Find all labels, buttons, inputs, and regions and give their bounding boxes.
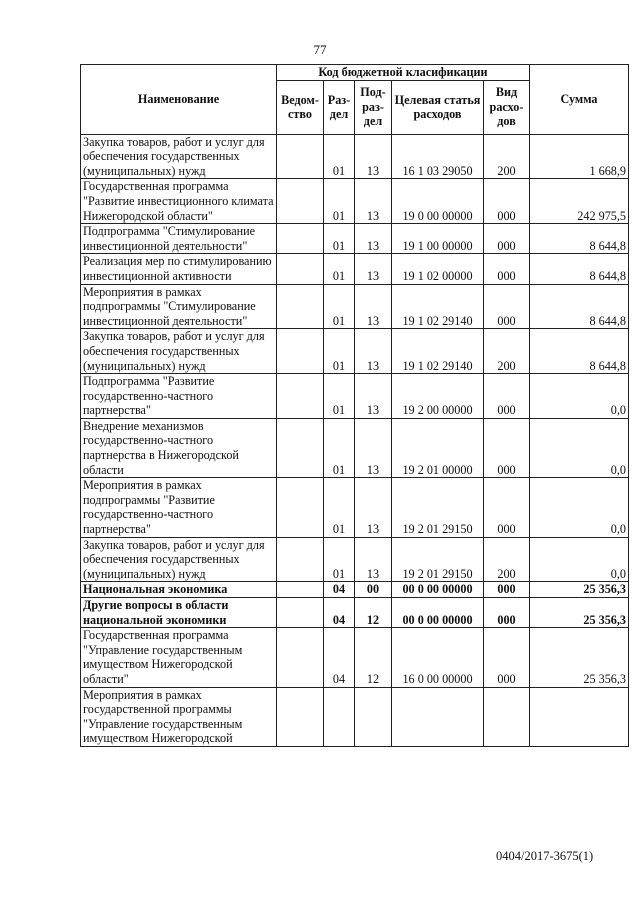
cell-celevaya: 00 0 00 00000 — [392, 598, 484, 628]
table-row — [81, 329, 629, 374]
cell-razdel: 01 — [324, 329, 355, 374]
cell-razdel: 01 — [324, 224, 355, 254]
cell-vedomstvo — [277, 134, 324, 179]
table-row — [81, 284, 629, 329]
cell-vedomstvo — [277, 418, 324, 477]
cell-celevaya: 19 2 01 29150 — [392, 537, 484, 582]
cell-vedomstvo — [277, 478, 324, 537]
cell-podrazdel: 00 — [355, 582, 392, 598]
cell-razdel: 04 — [324, 598, 355, 628]
cell-summa — [530, 687, 629, 746]
cell-summa: 25 356,3 — [530, 582, 629, 598]
cell-razdel: 01 — [324, 179, 355, 224]
cell-name: Внедрение механизмов государственно-частного партнерства в Нижегородской области — [81, 418, 277, 477]
table-row — [81, 537, 629, 582]
cell-razdel: 01 — [324, 478, 355, 537]
cell-celevaya: 19 2 00 00000 — [392, 374, 484, 419]
cell-summa: 25 356,3 — [530, 598, 629, 628]
cell-vedomstvo — [277, 628, 324, 687]
header-podrazdel: Под-раз-дел — [355, 80, 392, 134]
cell-razdel: 04 — [324, 582, 355, 598]
cell-name: Мероприятия в рамках подпрограммы "Развитие государственно-частного партнерства" — [81, 478, 277, 537]
cell-summa: 0,0 — [530, 478, 629, 537]
cell-celevaya: 16 1 03 29050 — [392, 134, 484, 179]
table-header — [81, 65, 629, 135]
cell-vid: 200 — [484, 537, 530, 582]
cell-summa: 25 356,3 — [530, 628, 629, 687]
cell-summa: 8 644,8 — [530, 329, 629, 374]
cell-name: Закупка товаров, работ и услуг для обеспечения государственных (муниципальных) нужд — [81, 329, 277, 374]
cell-razdel: 04 — [324, 628, 355, 687]
cell-summa: 242 975,5 — [530, 179, 629, 224]
cell-podrazdel: 13 — [355, 374, 392, 419]
cell-razdel: 01 — [324, 418, 355, 477]
cell-vid: 000 — [484, 478, 530, 537]
cell-vedomstvo — [277, 687, 324, 746]
cell-razdel: 01 — [324, 537, 355, 582]
cell-name: Национальная экономика — [81, 582, 277, 598]
cell-vid: 000 — [484, 254, 530, 284]
cell-summa: 1 668,9 — [530, 134, 629, 179]
cell-vedomstvo — [277, 224, 324, 254]
cell-razdel — [324, 687, 355, 746]
cell-summa: 8 644,8 — [530, 254, 629, 284]
cell-podrazdel: 13 — [355, 179, 392, 224]
header-summa: Сумма — [530, 65, 629, 135]
cell-podrazdel — [355, 687, 392, 746]
header-celevaya: Целевая статья расходов — [392, 80, 484, 134]
cell-vedomstvo — [277, 537, 324, 582]
cell-name: Подпрограмма "Стимулирование инвестиционной деятельности" — [81, 224, 277, 254]
cell-vedomstvo — [277, 254, 324, 284]
cell-name: Закупка товаров, работ и услуг для обеспечения государственных (муниципальных) нужд — [81, 537, 277, 582]
cell-vedomstvo — [277, 284, 324, 329]
cell-razdel: 01 — [324, 254, 355, 284]
cell-vedomstvo — [277, 598, 324, 628]
cell-summa: 8 644,8 — [530, 224, 629, 254]
cell-podrazdel: 13 — [355, 254, 392, 284]
cell-podrazdel: 13 — [355, 329, 392, 374]
table-row — [81, 224, 629, 254]
cell-celevaya: 19 1 02 29140 — [392, 284, 484, 329]
cell-name: Реализация мер по стимулированию инвестиционной активности — [81, 254, 277, 284]
header-classification-group: Код бюджетной класификации — [277, 65, 530, 81]
cell-podrazdel: 13 — [355, 284, 392, 329]
cell-podrazdel: 13 — [355, 224, 392, 254]
cell-podrazdel: 13 — [355, 418, 392, 477]
table-row — [81, 687, 629, 746]
cell-name: Другие вопросы в области национальной экономики — [81, 598, 277, 628]
table-row — [81, 134, 629, 179]
page-number: 77 — [313, 42, 327, 57]
cell-vid: 200 — [484, 134, 530, 179]
cell-razdel: 01 — [324, 374, 355, 419]
header-razdel: Раз-дел — [324, 80, 355, 134]
cell-vid: 000 — [484, 598, 530, 628]
cell-name: Государственная программа "Развитие инвестиционного климата Нижегородской области" — [81, 179, 277, 224]
header-name: Наименование — [81, 65, 277, 135]
cell-celevaya: 00 0 00 00000 — [392, 582, 484, 598]
header-vid: Вид расхо-дов — [484, 80, 530, 134]
cell-podrazdel: 13 — [355, 134, 392, 179]
cell-razdel: 01 — [324, 284, 355, 329]
cell-vid: 000 — [484, 374, 530, 419]
cell-razdel: 01 — [324, 134, 355, 179]
table-row — [81, 418, 629, 477]
table-row — [81, 628, 629, 687]
cell-vedomstvo — [277, 329, 324, 374]
cell-summa: 8 644,8 — [530, 284, 629, 329]
cell-name: Мероприятия в рамках подпрограммы "Стимулирование инвестиционной деятельности" — [81, 284, 277, 329]
cell-name: Мероприятия в рамках государственной программы "Управление государственным имуществом Нижегородской — [81, 687, 277, 746]
cell-name: Государственная программа "Управление государственным имуществом Нижегородской области" — [81, 628, 277, 687]
budget-table — [80, 64, 629, 747]
cell-celevaya: 19 0 00 00000 — [392, 179, 484, 224]
table-row — [81, 478, 629, 537]
cell-vid: 000 — [484, 179, 530, 224]
cell-summa: 0,0 — [530, 537, 629, 582]
cell-podrazdel: 12 — [355, 628, 392, 687]
cell-celevaya: 19 1 00 00000 — [392, 224, 484, 254]
cell-celevaya: 16 0 00 00000 — [392, 628, 484, 687]
cell-celevaya: 19 1 02 29140 — [392, 329, 484, 374]
cell-vid: 000 — [484, 224, 530, 254]
cell-vedomstvo — [277, 179, 324, 224]
cell-podrazdel: 13 — [355, 537, 392, 582]
cell-celevaya: 19 2 01 29150 — [392, 478, 484, 537]
cell-vid: 000 — [484, 582, 530, 598]
table-row — [81, 254, 629, 284]
cell-celevaya — [392, 687, 484, 746]
cell-podrazdel: 13 — [355, 478, 392, 537]
cell-name: Подпрограмма "Развитие государственно-частного партнерства" — [81, 374, 277, 419]
cell-vedomstvo — [277, 374, 324, 419]
cell-celevaya: 19 1 02 00000 — [392, 254, 484, 284]
cell-vid: 000 — [484, 628, 530, 687]
cell-summa: 0,0 — [530, 418, 629, 477]
cell-vedomstvo — [277, 582, 324, 598]
table-row — [81, 598, 629, 628]
table-row — [81, 179, 629, 224]
table-row — [81, 582, 629, 598]
cell-podrazdel: 12 — [355, 598, 392, 628]
cell-celevaya: 19 2 01 00000 — [392, 418, 484, 477]
cell-vid: 000 — [484, 418, 530, 477]
cell-summa: 0,0 — [530, 374, 629, 419]
cell-vid — [484, 687, 530, 746]
cell-vid: 000 — [484, 284, 530, 329]
cell-vid: 200 — [484, 329, 530, 374]
table-body — [81, 134, 629, 746]
footer-document-code: 0404/2017-3675(1) — [496, 849, 594, 863]
cell-name: Закупка товаров, работ и услуг для обеспечения государственных (муниципальных) нужд — [81, 134, 277, 179]
table-row — [81, 374, 629, 419]
header-vedomstvo: Ведом-ство — [277, 80, 324, 134]
